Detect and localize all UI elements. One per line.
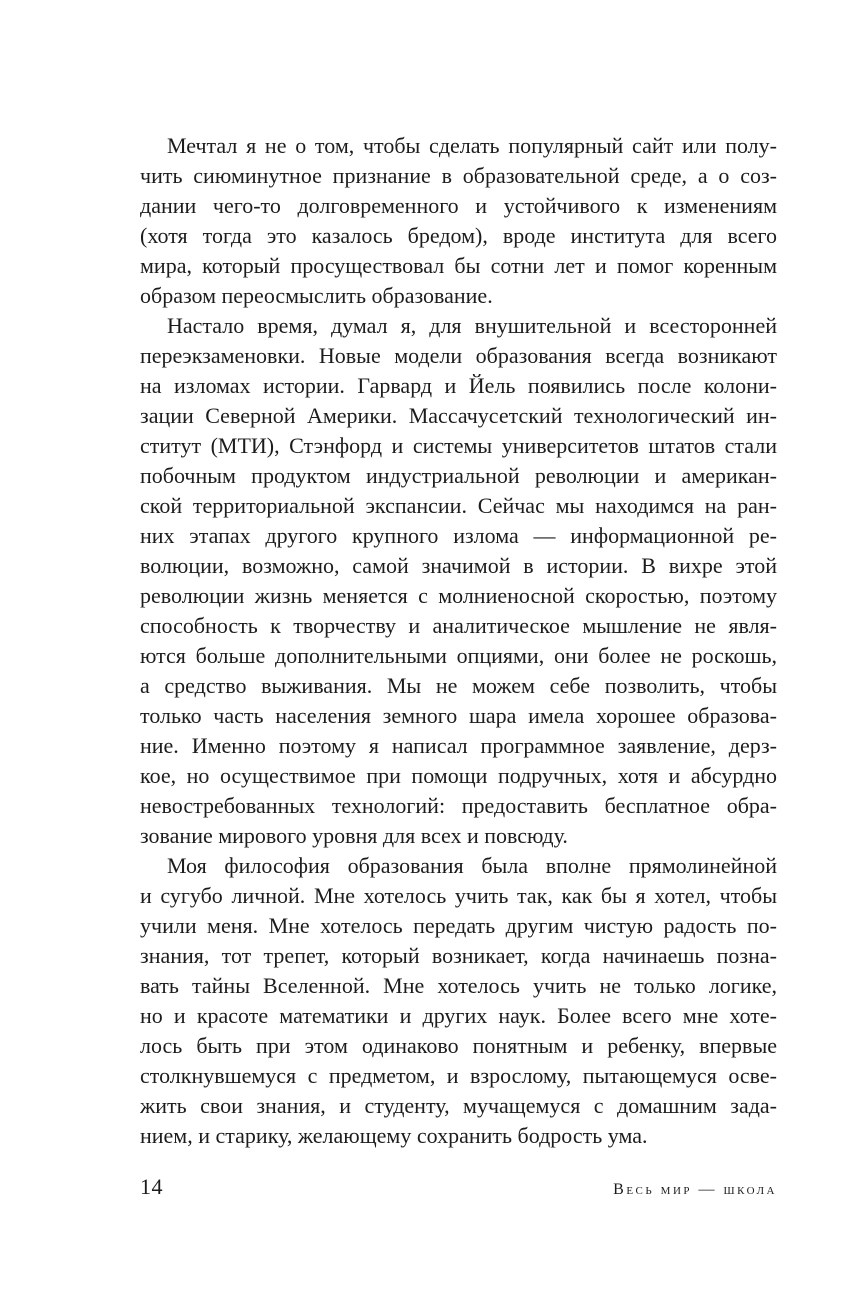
text-line: только часть населения земного шара имела хорошее образова- (140, 703, 777, 728)
text-line: мира, который просуществовал бы сотни лет и помог коренным (140, 253, 777, 278)
text-line: и сугубо личной. Мне хотелось учить так, как бы я хотел, чтобы (140, 883, 777, 908)
text-line: жить свои знания, и студенту, мучащемуся с домашним зада- (140, 1093, 777, 1118)
text-line: столкнувшемуся с предметом, и взрослому, пытающемуся осве- (140, 1063, 777, 1088)
text-line: вать тайны Вселенной. Мне хотелось учить не только логике, (140, 973, 777, 998)
text-line: революции жизнь меняется с молниеносной скоростью, поэтому (140, 583, 777, 608)
text-line: них этапах другого крупного излома — информационной ре- (140, 523, 777, 548)
text-line: зации Северной Америки. Массачусетский технологический ин- (140, 403, 777, 428)
text-line: а средство выживания. Мы не можем себе позволить, чтобы (140, 673, 777, 698)
text-line: знания, тот трепет, который возникает, когда начинаешь позна- (140, 943, 777, 968)
text-line: лось быть при этом одинаково понятным и ребенку, впервые (140, 1033, 777, 1058)
text-line: способность к творчеству и аналитическое мышление не явля- (140, 613, 777, 638)
text-line: побочным продуктом индустриальной революции и американ- (140, 463, 777, 488)
text-line: дании чего-то долговременного и устойчивого к изменениям (140, 193, 777, 218)
page-number: 14 (140, 1174, 163, 1199)
paragraph (140, 851, 777, 1151)
text-line: (хотя тогда это казалось бредом), вроде института для всего (140, 223, 777, 248)
text-line: невостребованных технологий: предоставить бесплатное обра- (140, 793, 777, 818)
paragraph (140, 131, 777, 311)
text-line: ской территориальной экспансии. Сейчас мы находимся на ран- (140, 493, 777, 518)
text-line: учили меня. Мне хотелось передать другим чистую радость по- (140, 913, 777, 938)
text-line: Настало время, думал я, для внушительной и всесторонней (167, 313, 777, 338)
text-line: ются больше дополнительными опциями, они более не роскошь, (140, 643, 777, 668)
paragraph (140, 311, 777, 851)
text-line: образом переосмыслить образование. (140, 283, 493, 308)
text-line: чить сиюминутное признание в образовательной среде, а о соз- (140, 163, 777, 188)
text-line: зование мирового уровня для всех и повсюду. (140, 823, 568, 848)
text-line: Мечтал я не о том, чтобы сделать популярный сайт или полу- (167, 133, 777, 158)
text-line: но и красоте математики и других наук. Более всего мне хоте- (140, 1003, 777, 1028)
running-title: Весь мир — школа (613, 1181, 777, 1198)
text-line: на изломах истории. Гарвард и Йель появились после колони- (140, 373, 777, 398)
text-line: кое, но осуществимое при помощи подручных, хотя и абсурдно (140, 763, 777, 788)
text-line: ние. Именно поэтому я написал программное заявление, дерз- (140, 733, 777, 758)
text-line: переэкзаменовки. Новые модели образования всегда возникают (140, 343, 777, 368)
page-footer (140, 1173, 777, 1201)
text-line: нием, и старику, желающему сохранить бодрость ума. (140, 1123, 648, 1148)
text-line: Моя философия образования была вполне прямолинейной (167, 853, 777, 878)
text-line: ститут (МТИ), Стэнфорд и системы университетов штатов стали (140, 433, 777, 458)
body-text-block (140, 131, 777, 1151)
text-line: волюции, возможно, самой значимой в истории. В вихре этой (140, 553, 777, 578)
